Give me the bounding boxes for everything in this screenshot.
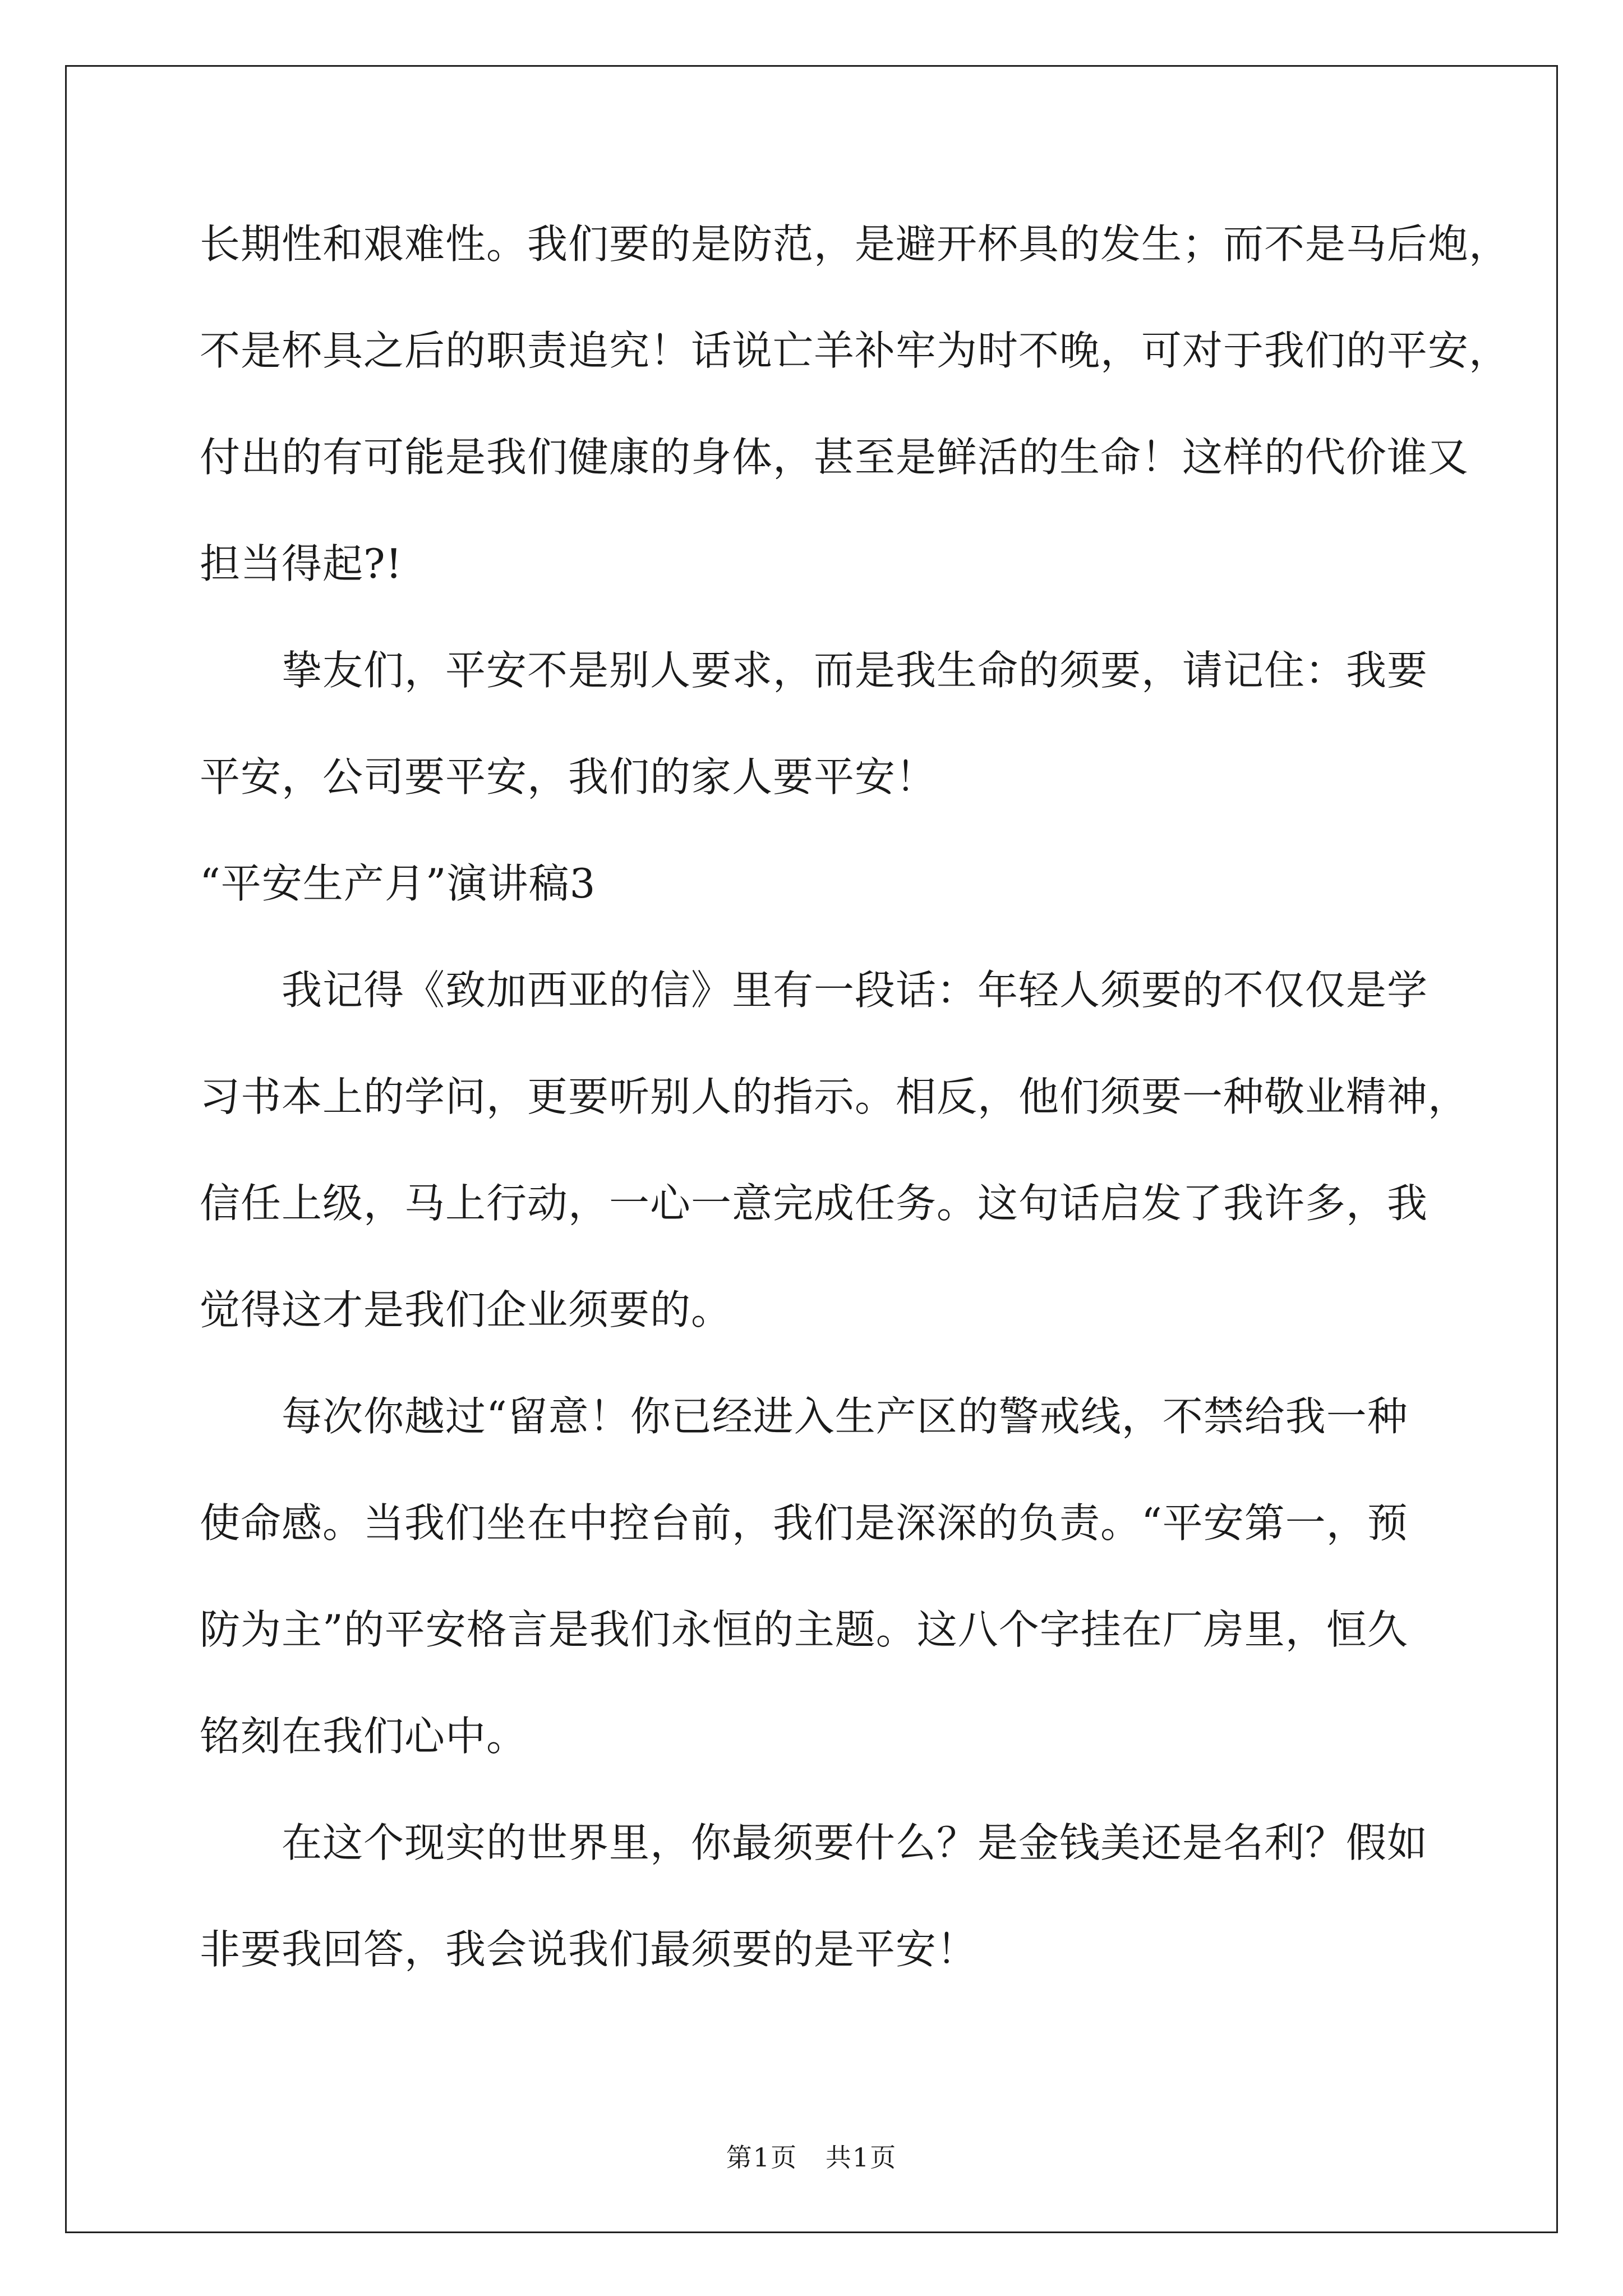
text-line: 长期性和艰难性。我们要的是防范，是避开杯具的发生；而不是马后炮， [200,220,1510,268]
text-line: 付出的有可能是我们健康的身体，甚至是鲜活的生命！这样的代价谁又 [200,434,1469,481]
text-line: 觉得这才是我们企业须要的。 [200,1286,732,1333]
text-line: 我记得《致加西亚的信》里有一段话：年轻人须要的不仅仅是学 [200,967,1428,1014]
page-number-footer: 第1页 共1页 [726,2142,897,2173]
text-line: 平安，公司要平安，我们的家人要平安！ [200,753,937,800]
text-line: 在这个现实的世界里，你最须要什么？是金钱美还是名利？假如 [200,1819,1428,1866]
text-line: 防为主”的平安格言是我们永恒的主题。这八个字挂在厂房里，恒久 [200,1606,1408,1653]
text-line: 挚友们，平安不是别人要求，而是我生命的须要，请记住：我要 [200,647,1428,694]
text-line: 担当得起?! [200,540,403,587]
text-line: 铭刻在我们心中。 [200,1713,528,1760]
text-line: 信任上级，马上行动，一心一意完成任务。这句话启发了我许多，我 [200,1180,1428,1227]
text-line: 习书本上的学问，更要听别人的指示。相反，他们须要一种敬业精神， [200,1073,1469,1120]
text-line: 不是杯具之后的职责追究！话说亡羊补牢为时不晚，可对于我们的平安， [200,327,1510,374]
document-body [200,220,1510,2033]
section-heading: “平安生产月”演讲稿3 [200,860,596,907]
text-line: 每次你越过“留意！你已经进入生产区的警戒线，不禁给我一种 [200,1393,1408,1440]
text-line: 使命感。当我们坐在中控台前，我们是深深的负责。“平安第一，预 [200,1499,1408,1547]
text-line: 非要我回答，我会说我们最须要的是平安！ [200,1926,978,1973]
